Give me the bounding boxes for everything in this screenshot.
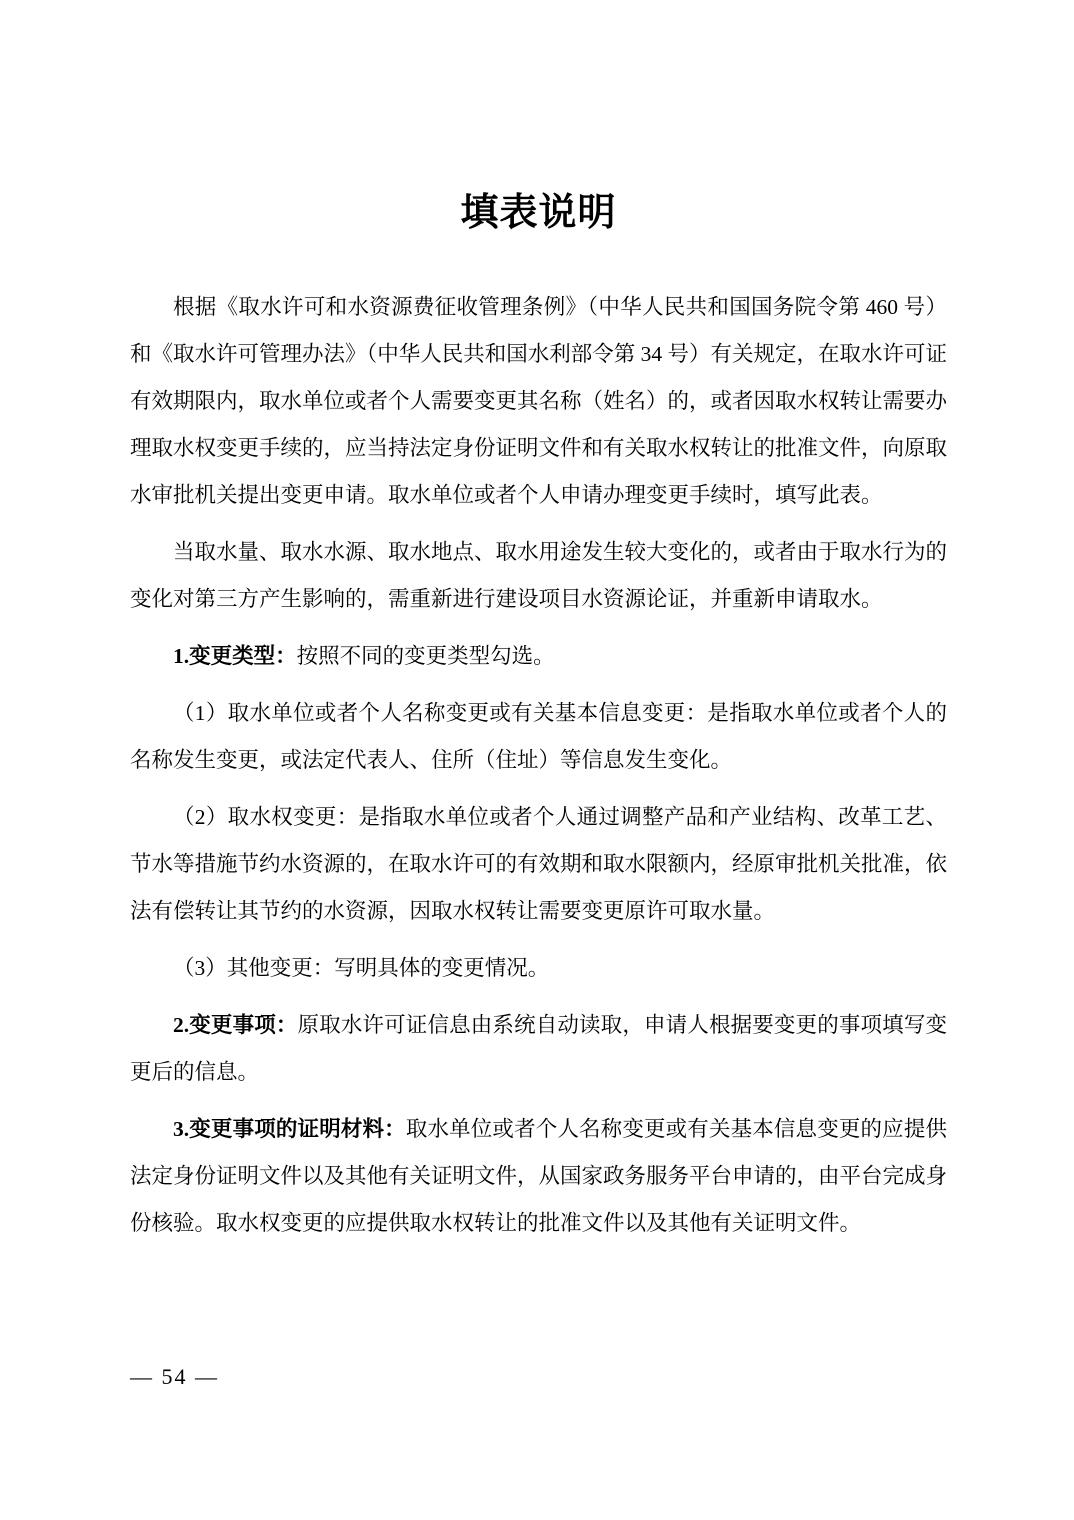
paragraph (130, 690, 947, 784)
paragraph-text: 按照不同的变更类型勾选。 (296, 644, 555, 668)
paragraph (130, 1002, 947, 1096)
paragraph-text: （2）取水权变更：是指取水单位或者个人通过调整产品和产业结构、改革工艺、节水等措施节约水资源的，在取水许可的有效期和取水限额内，经原审批机关批准，依法有偿转让其节约的水资源，因取水权转让需要变更原许可取水量。 (130, 805, 948, 923)
paragraph-text: 当取水量、取水水源、取水地点、取水用途发生较大变化的，或者由于取水行为的变化对第三方产生影响的，需重新进行建设项目水资源论证，并重新申请取水。 (130, 540, 948, 611)
paragraph-lead: 2.变更事项： (173, 1013, 298, 1037)
paragraph-text: （3）其他变更：写明具体的变更情况。 (173, 956, 550, 980)
paragraph-text: 取水单位或者个人名称变更或有关基本信息变更的应提供法定身份证明文件以及其他有关证明文件，从国家政务服务平台申请的，由平台完成身份核验。取水权变更的应提供取水权转让的批准文件以及其他有关证明文件。 (130, 1117, 948, 1235)
paragraph (130, 284, 947, 519)
paragraph (130, 1106, 947, 1247)
paragraph-text: 根据《取水许可和水资源费征收管理条例》（中华人民共和国国务院令第 460 号）和《取水许可管理办法》（中华人民共和国水利部令第 34 号）有关规定，在取水许可证有效期限内，取水单位或者个人需要变更其名称（姓名）的，或者因取水权转让需要办理取水权变更手续的，应当持法定身份证明文件和有关取水权转让的批准文件，向原取水审批机关提出变更申请。取水单位或者个人申请办理变更手续时，填写此表。 (130, 295, 948, 507)
paragraph-lead: 3.变更事项的证明材料： (173, 1117, 406, 1141)
paragraph (130, 945, 947, 992)
page-number: — 54 — (130, 1364, 219, 1389)
paragraph (130, 794, 947, 935)
paragraph-text: 原取水许可证信息由系统自动读取，申请人根据要变更的事项填写变更后的信息。 (130, 1013, 947, 1084)
paragraph-lead: 1.变更类型： (173, 644, 297, 668)
paragraph (130, 529, 947, 623)
paragraph (130, 633, 947, 680)
paragraph-text: （1）取水单位或者个人名称变更或有关基本信息变更：是指取水单位或者个人的名称发生变更，或法定代表人、住所（住址）等信息发生变化。 (130, 701, 947, 772)
document-body (130, 190, 947, 1257)
page-title: 填表说明 (460, 192, 617, 234)
